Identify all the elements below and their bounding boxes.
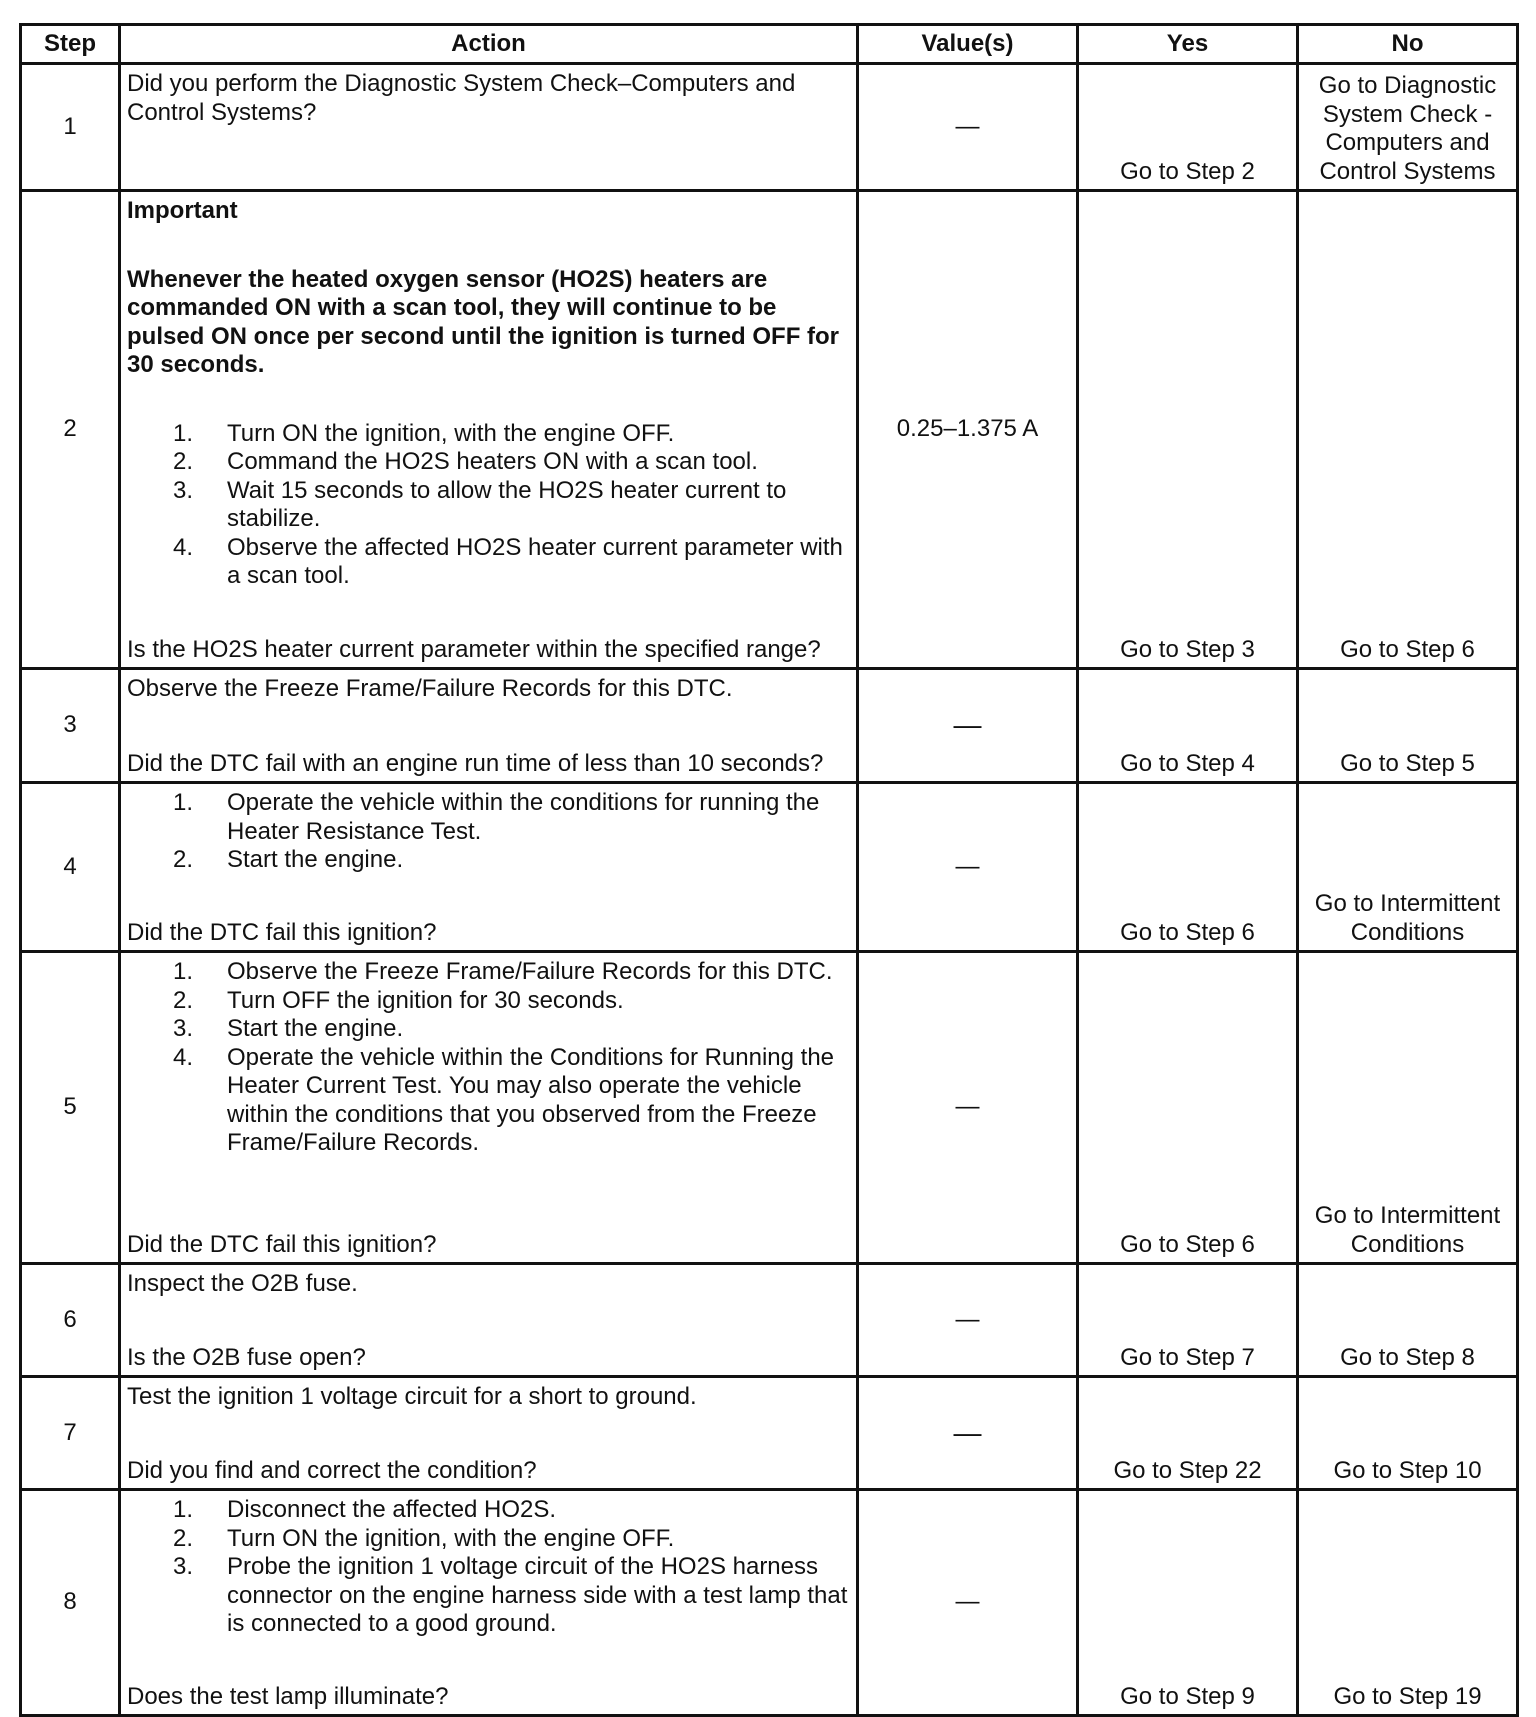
step-number: 4 <box>21 783 120 952</box>
list-text: Observe the affected HO2S heater current parameter with a scan tool. <box>227 533 843 589</box>
action-cell <box>120 783 858 952</box>
list-text: Wait 15 seconds to allow the HO2S heater current to stabilize. <box>227 476 787 532</box>
list-item <box>127 1553 850 1639</box>
action-question: Is the O2B fuse open? <box>127 1343 366 1371</box>
step-number: 2 <box>21 191 120 669</box>
header-step: Step <box>21 25 120 64</box>
important-label: Important <box>127 197 238 224</box>
list-item <box>127 1496 850 1525</box>
list-item <box>127 448 850 477</box>
instruction-list <box>127 789 850 875</box>
yes-cell: Go to Step 7 <box>1078 1264 1298 1377</box>
step-number: 3 <box>21 669 120 783</box>
value-cell: — <box>858 952 1078 1264</box>
action-text: Observe the Freeze Frame/Failure Records for this DTC. <box>127 675 733 702</box>
list-text: Start the engine. <box>227 846 404 873</box>
table-row <box>21 1264 1518 1377</box>
list-item <box>127 1525 850 1554</box>
action-cell <box>120 952 858 1264</box>
list-text: Probe the ignition 1 voltage circuit of the HO2S harness connector on the engine harness side with a test lamp that is connected to a good ground. <box>227 1553 848 1637</box>
list-number: 1. <box>172 419 193 447</box>
list-number: 3. <box>172 1553 193 1580</box>
yes-cell: Go to Step 6 <box>1078 952 1298 1264</box>
no-cell: Go to Step 10 <box>1298 1377 1518 1490</box>
diagnostic-table <box>19 23 1519 1717</box>
action-text: Inspect the O2B fuse. <box>127 1270 358 1297</box>
step-number: 1 <box>21 64 120 191</box>
list-number: 4. <box>172 1043 193 1071</box>
value-cell: — <box>858 783 1078 952</box>
list-text: Operate the vehicle within the conditions for running the Heater Resistance Test. <box>227 789 820 845</box>
list-number: 3. <box>172 1015 193 1042</box>
list-number: 3. <box>172 476 193 504</box>
yes-cell: Go to Step 9 <box>1078 1490 1298 1716</box>
table-row <box>21 191 1518 669</box>
list-number: 4. <box>172 533 193 561</box>
list-text: Operate the vehicle within the Conditions for Running the Heater Current Test. You may also operate the vehicle within the conditions that you observed from the Freeze Frame/Failure Records. <box>227 1043 835 1156</box>
action-cell <box>120 1264 858 1377</box>
action-text: Did you perform the Diagnostic System Check–Computers and Control Systems? <box>127 70 796 126</box>
header-row <box>21 25 1518 64</box>
header-yes: Yes <box>1078 25 1298 64</box>
list-item <box>127 420 850 449</box>
list-number: 2. <box>172 448 193 475</box>
list-number: 2. <box>172 846 193 873</box>
action-question: Is the HO2S heater current parameter within the specified range? <box>127 635 821 663</box>
step-number: 8 <box>21 1490 120 1716</box>
yes-cell: Go to Step 4 <box>1078 669 1298 783</box>
yes-cell: Go to Step 3 <box>1078 191 1298 669</box>
list-item <box>127 477 850 534</box>
action-cell <box>120 669 858 783</box>
list-number: 1. <box>172 1496 193 1523</box>
instruction-list <box>127 420 850 591</box>
action-cell <box>120 191 858 669</box>
action-cell <box>120 1377 858 1490</box>
list-text: Command the HO2S heaters ON with a scan tool. <box>227 448 758 475</box>
list-number: 2. <box>172 1524 193 1552</box>
action-question: Did the DTC fail this ignition? <box>127 918 437 946</box>
header-values: Value(s) <box>858 25 1078 64</box>
instruction-list <box>127 1496 850 1639</box>
list-number: 1. <box>172 958 193 985</box>
list-number: 2. <box>172 986 193 1014</box>
list-item <box>127 846 850 875</box>
important-text: Whenever the heated oxygen sensor (HO2S) heaters are commanded ON with a scan tool, they will continue to be pulsed ON once per second until the ignition is turned OFF for 30 seconds. <box>127 265 840 378</box>
list-text: Turn ON the ignition, with the engine OFF. <box>227 1524 675 1552</box>
no-cell: Go to Diagnostic System Check - Computers and Control Systems <box>1298 64 1518 191</box>
header-no: No <box>1298 25 1518 64</box>
list-item <box>127 987 850 1016</box>
yes-cell: Go to Step 2 <box>1078 64 1298 191</box>
step-number: 6 <box>21 1264 120 1377</box>
no-cell: Go to Step 6 <box>1298 191 1518 669</box>
list-number: 1. <box>172 789 193 816</box>
value-cell: — <box>858 1264 1078 1377</box>
instruction-list <box>127 958 850 1158</box>
table-row <box>21 952 1518 1264</box>
no-cell: Go to Intermittent Conditions <box>1298 783 1518 952</box>
list-text: Disconnect the affected HO2S. <box>227 1496 557 1523</box>
step-number: 5 <box>21 952 120 1264</box>
action-cell <box>120 1490 858 1716</box>
action-question: Did the DTC fail with an engine run time of less than 10 seconds? <box>127 749 824 777</box>
list-item <box>127 789 850 846</box>
list-text: Turn ON the ignition, with the engine OFF. <box>227 419 675 447</box>
no-cell: Go to Step 5 <box>1298 669 1518 783</box>
yes-cell: Go to Step 6 <box>1078 783 1298 952</box>
action-text: Test the ignition 1 voltage circuit for a short to ground. <box>127 1383 697 1410</box>
no-cell: Go to Step 19 <box>1298 1490 1518 1716</box>
action-question: Does the test lamp illuminate? <box>127 1682 449 1710</box>
action-question: Did you find and correct the condition? <box>127 1456 537 1484</box>
yes-cell: Go to Step 22 <box>1078 1377 1298 1490</box>
list-text: Turn OFF the ignition for 30 seconds. <box>227 986 624 1014</box>
value-cell: — <box>858 669 1078 783</box>
list-text: Start the engine. <box>227 1015 404 1042</box>
no-cell: Go to Intermittent Conditions <box>1298 952 1518 1264</box>
list-item <box>127 958 850 987</box>
value-cell: 0.25–1.375 A <box>858 191 1078 669</box>
list-item <box>127 534 850 591</box>
table-row <box>21 1377 1518 1490</box>
list-item <box>127 1015 850 1044</box>
step-number: 7 <box>21 1377 120 1490</box>
table-row <box>21 669 1518 783</box>
action-cell <box>120 64 858 191</box>
action-question: Did the DTC fail this ignition? <box>127 1230 437 1258</box>
list-item <box>127 1044 850 1158</box>
value-cell: — <box>858 1377 1078 1490</box>
table-row <box>21 1490 1518 1716</box>
list-text: Observe the Freeze Frame/Failure Records for this DTC. <box>227 958 833 985</box>
table-row <box>21 783 1518 952</box>
value-cell: — <box>858 64 1078 191</box>
no-cell: Go to Step 8 <box>1298 1264 1518 1377</box>
header-action: Action <box>120 25 858 64</box>
table-row <box>21 64 1518 191</box>
value-cell: — <box>858 1490 1078 1716</box>
